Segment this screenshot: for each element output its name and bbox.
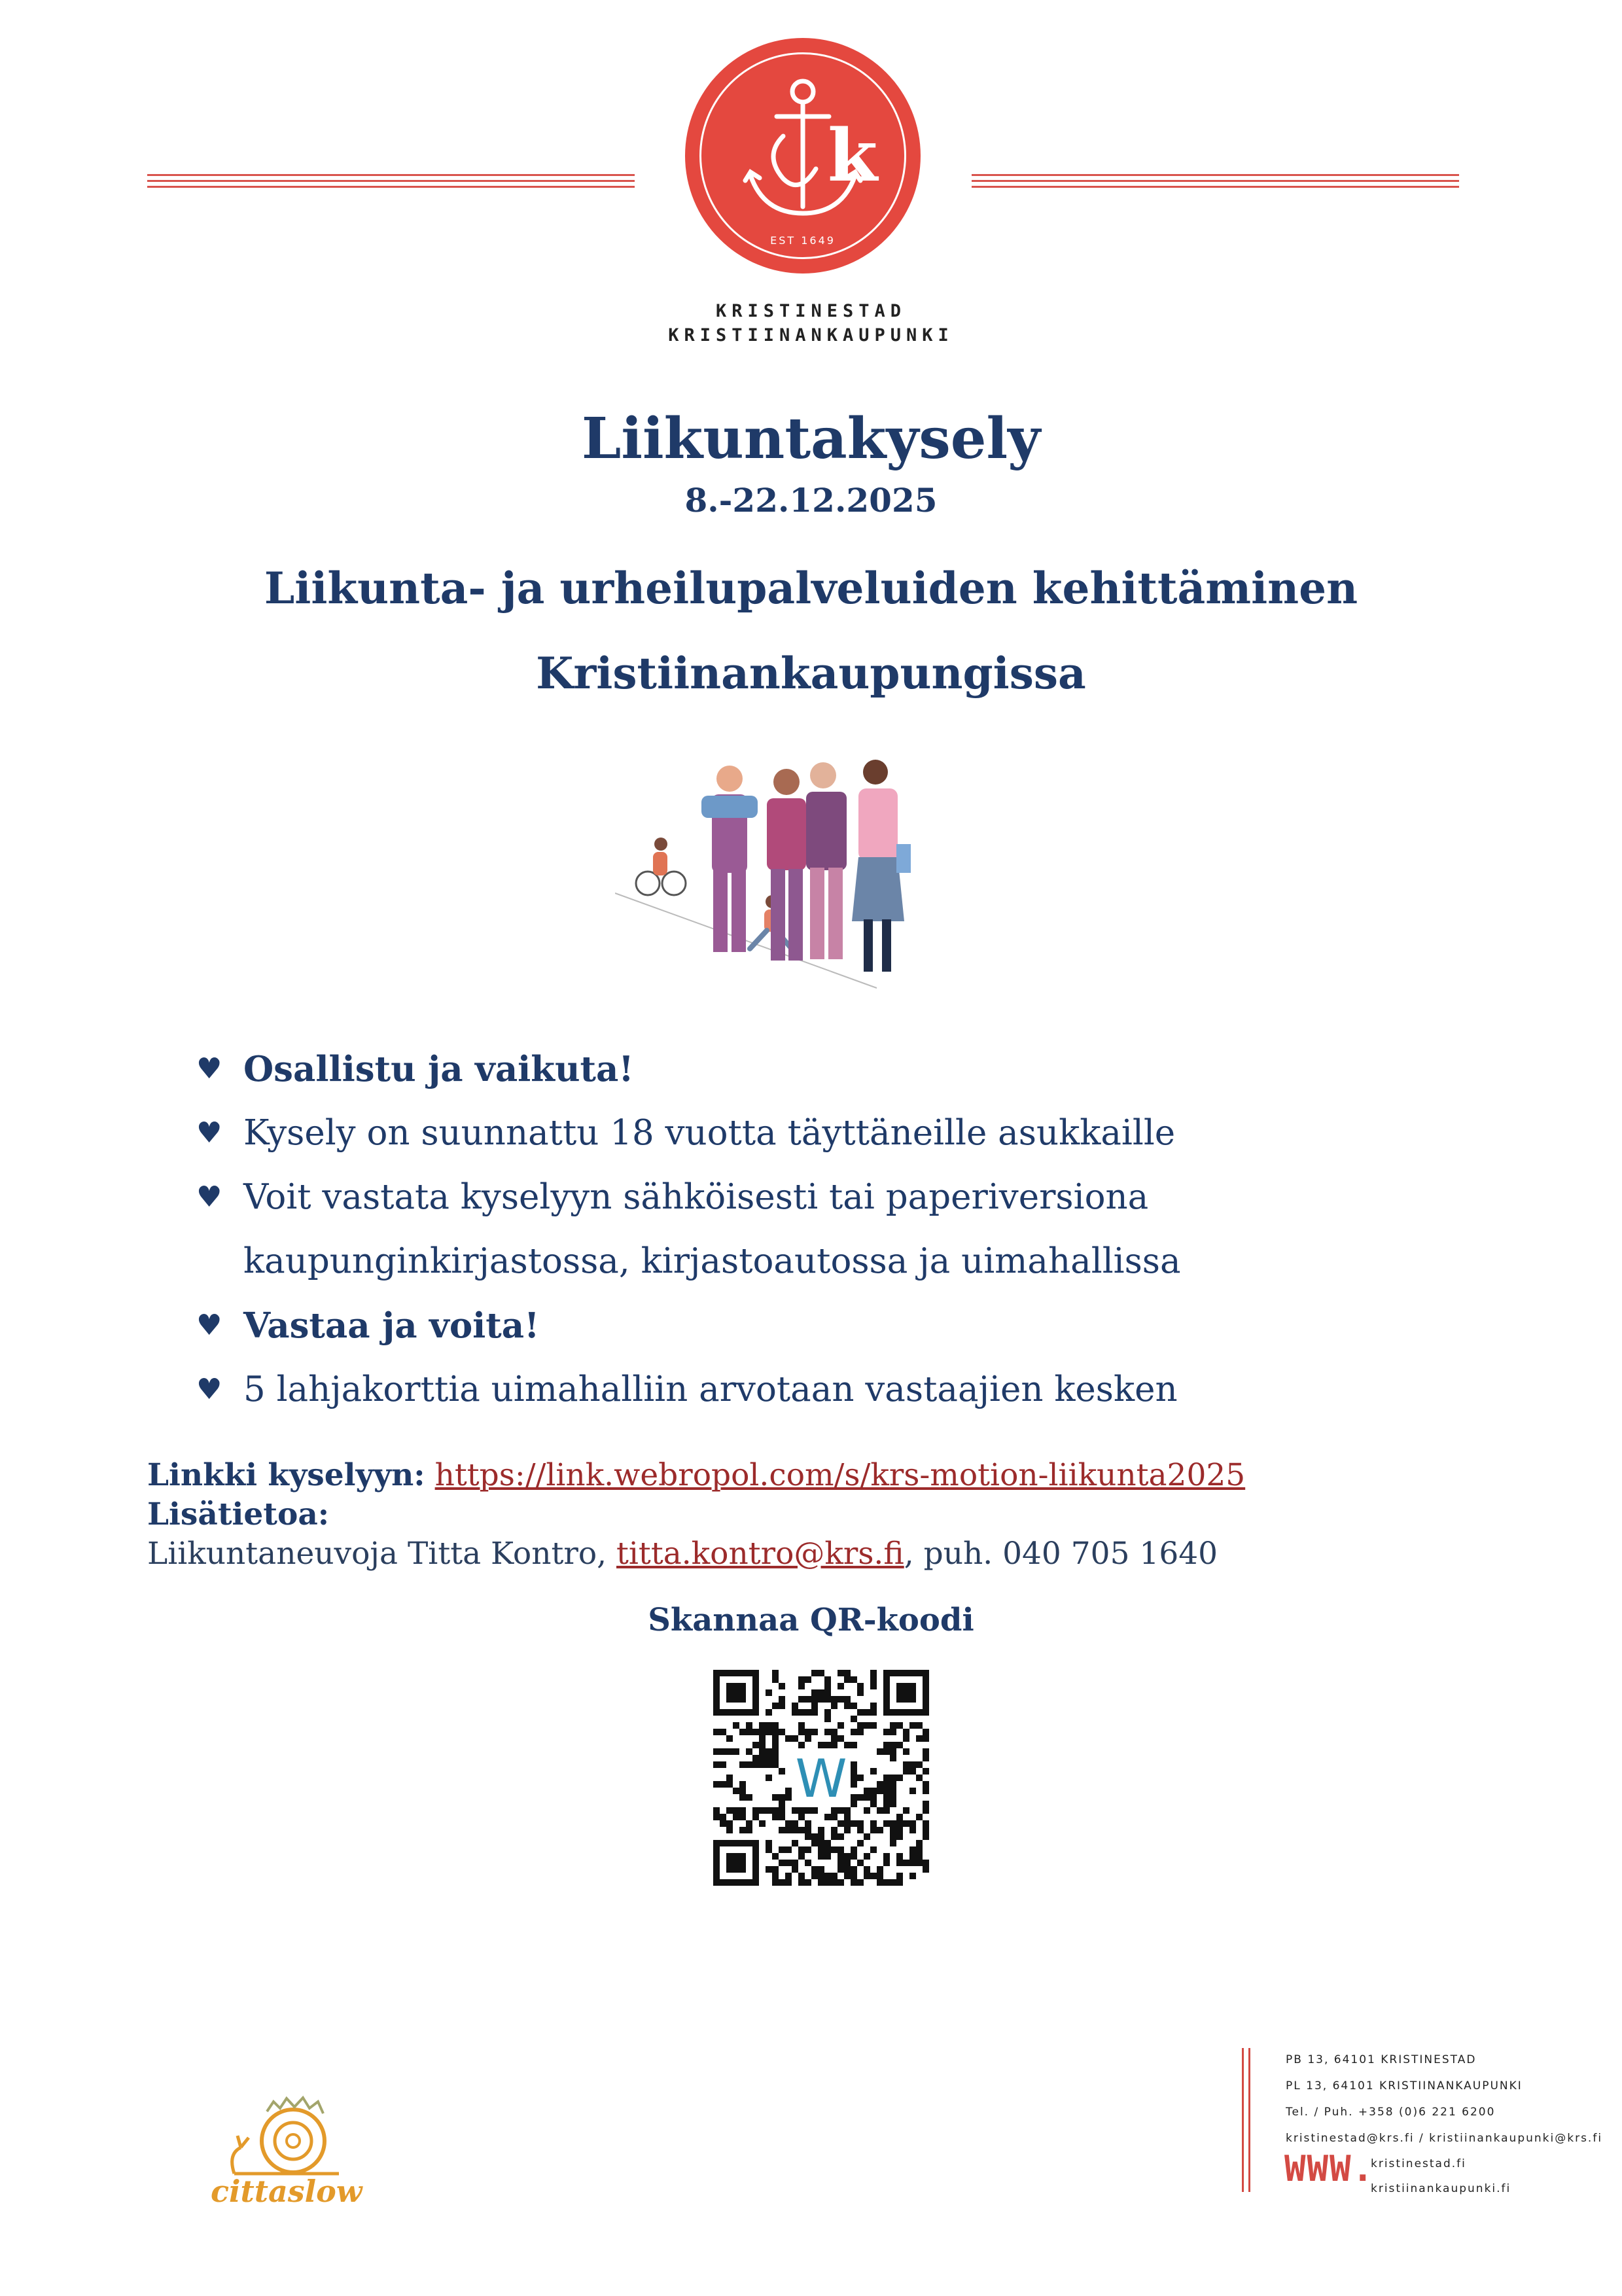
contact-person: Liikuntaneuvoja Titta Kontro, (147, 1536, 617, 1572)
website-link[interactable]: kristiinankaupunki.fi (1371, 2182, 1511, 2195)
footer-websites (1371, 2151, 1511, 2201)
subtitle-line-1: Liikunta- ja urheilupalveluiden kehittäminen (264, 563, 1358, 614)
bullet-list (196, 1037, 1439, 1422)
heart-bullet-icon: ♥ (196, 1180, 222, 1214)
heart-bullet-icon: ♥ (196, 1309, 222, 1342)
survey-dates: 8.-22.12.2025 (684, 481, 938, 520)
survey-link-label: Linkki kyselyyn: (147, 1457, 425, 1493)
bullet-item: ♥ Vastaa ja voita! (196, 1294, 1439, 1358)
heart-bullet-icon: ♥ (196, 1116, 222, 1150)
header-rule-right (972, 174, 1459, 188)
qr-label: Skannaa QR-koodi (648, 1602, 974, 1638)
contact-info (147, 1456, 1456, 1574)
brand-name-finnish: KRISTIINANKAUPUNKI (668, 325, 954, 345)
qr-code[interactable] (713, 1670, 929, 1886)
cittaslow-wordmark: cittaslow (211, 2174, 362, 2209)
more-info-label: Lisätietoa: (147, 1496, 330, 1532)
bullet-item: ♥ Osallistu ja vaikuta! (196, 1037, 1439, 1101)
survey-link[interactable]: https://link.webropol.com/s/krs-motion-liikunta2025 (434, 1457, 1246, 1493)
city-seal-logo (685, 38, 921, 274)
contact-email-link[interactable]: titta.kontro@krs.fi (616, 1536, 904, 1572)
people-illustration (615, 752, 981, 1001)
seal-est-text: EST 1649 (770, 234, 836, 247)
footer-divider (1248, 2048, 1250, 2192)
website-link[interactable]: kristinestad.fi (1371, 2157, 1466, 2170)
heart-bullet-icon: ♥ (196, 1373, 222, 1406)
footer-address: PB 13, 64101 KRISTINESTAD PL 13, 64101 KRISTIINANKAUPUNKI Tel. / Puh. +358 (0)6 221 6200 kristinestad@krs.fi / kristiinankaupunki@krs.fi (1286, 2053, 1603, 2145)
bullet-item: ♥ Kysely on suunnattu 18 vuotta täyttäneille asukkaille (196, 1101, 1439, 1165)
header-rule-left (147, 174, 635, 188)
bullet-item: ♥ 5 lahjakorttia uimahalliin arvotaan vastaajien kesken (196, 1358, 1439, 1422)
www-label: WWW. (1284, 2148, 1375, 2189)
footer-divider (1242, 2048, 1244, 2192)
bullet-item: ♥ Voit vastata kyselyyn sähköisesti tai paperiversiona kaupunginkirjastossa, kirjastoautossa ja uimahallissa (196, 1165, 1439, 1294)
subtitle-line-2: Kristiinankaupungissa (536, 648, 1086, 699)
heart-bullet-icon: ♥ (196, 1052, 222, 1086)
brand-name-swedish: KRISTINESTAD (715, 301, 907, 321)
webropol-logo-icon: W (795, 1748, 847, 1809)
page-title: Liikuntakysely (581, 406, 1041, 472)
contact-phone: , puh. 040 705 1640 (904, 1536, 1218, 1572)
svg-text:k: k (828, 113, 878, 198)
